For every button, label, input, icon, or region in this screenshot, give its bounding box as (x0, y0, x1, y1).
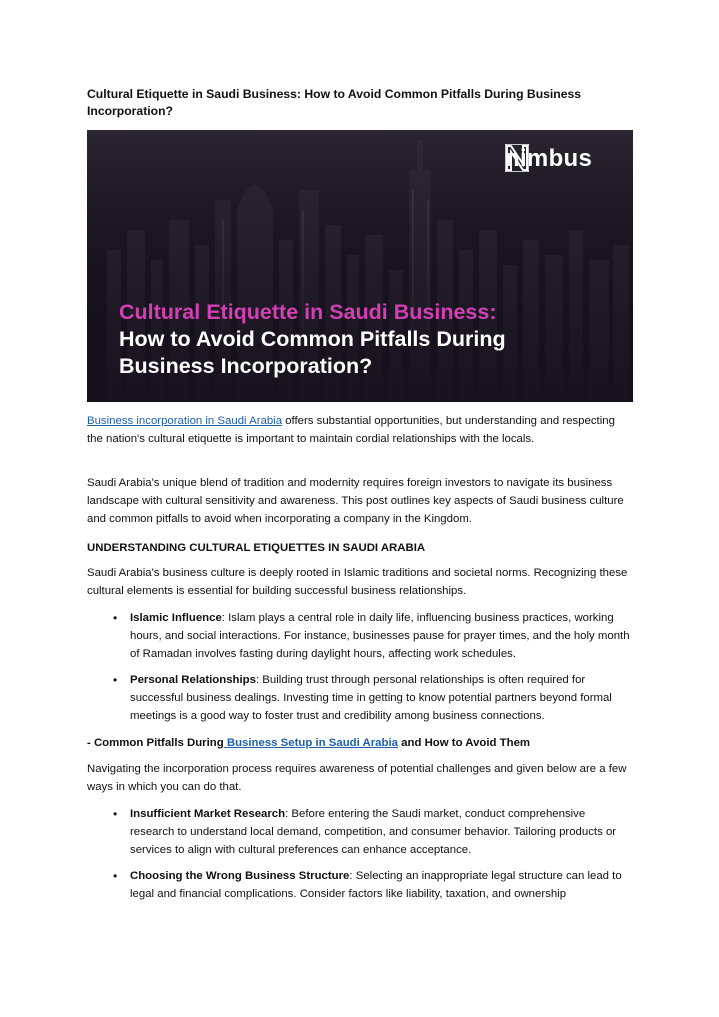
intro-paragraph (87, 412, 633, 448)
section-heading-cultural-etiquettes: UNDERSTANDING CULTURAL ETIQUETTES IN SAUDI ARABIA (87, 542, 426, 554)
bullet-text: : Before entering the Saudi market, conduct comprehensive research to understand local demand, competition, and consumer behavior. Tailoring products or services to align with cultural preferences can enhance acceptance. (130, 808, 617, 856)
list-item (130, 609, 630, 663)
bullet-term: Insufficient Market Research (130, 808, 286, 820)
list-item (130, 805, 630, 859)
list-item (130, 671, 630, 725)
heading-suffix: and How to Avoid Them (397, 737, 531, 749)
bullet-text: : Building trust through personal relationships is often required for successful business dealings. Investing time in getting to know potential partners beyond formal meetings is a good way to foster trust and credibility among business connections. (130, 674, 612, 722)
logo-wordmark: nimbus (505, 145, 593, 172)
banner-headline-line2: How to Avoid Common Pitfalls During (119, 327, 506, 351)
bullet-icon: • (113, 807, 118, 821)
banner-headline-line1: Cultural Etiquette in Saudi Business: (119, 300, 497, 324)
hero-banner-image (87, 130, 633, 402)
section2-intro: Navigating the incorporation process requires awareness of potential challenges and given below are a few ways in which you can do that. (87, 763, 627, 793)
bullet-icon: • (113, 673, 118, 687)
bullet-text: : Selecting an inappropriate legal structure can lead to legal and financial complications. Consider factors like liability, taxation, and ownership (130, 870, 622, 900)
list-item (130, 867, 630, 903)
section1-intro: Saudi Arabia's business culture is deeply rooted in Islamic traditions and societal norms. Recognizing these cultural elements is essential for building successful business relationships. (87, 567, 628, 597)
nimbus-logo (505, 144, 592, 174)
section-heading-common-pitfalls (87, 734, 633, 752)
bullet-text: : Islam plays a central role in daily life, influencing business practices, working hours, and social interactions. For instance, businesses pause for prayer times, and the holy month of Ramadan involves fasting during daylight hours, affecting work schedules. (130, 612, 630, 660)
intro-text: offers substantial opportunities, but understanding and respecting the nation's cultural etiquette is important to maintain cordial relationships with the locals. (87, 415, 615, 445)
bullet-term: Personal Relationships (130, 674, 256, 686)
document-title: Cultural Etiquette in Saudi Business: How to Avoid Common Pitfalls During Business Incorporation? (87, 87, 582, 118)
bullet-term: Choosing the Wrong Business Structure (130, 870, 350, 882)
business-setup-link[interactable]: Business Setup in Saudi Arabia (223, 737, 398, 749)
business-incorporation-link[interactable]: Business incorporation in Saudi Arabia (87, 415, 283, 427)
heading-prefix: - Common Pitfalls During (87, 737, 224, 749)
bullet-icon: • (113, 869, 118, 883)
nimbus-n-icon (505, 144, 529, 172)
bullet-term: Islamic Influence (130, 612, 222, 624)
body-paragraph: Saudi Arabia's unique blend of tradition and modernity requires foreign investors to navigate its business landscape with cultural sensitivity and awareness. This post outlines key aspects of Saudi business culture and common pitfalls to avoid when incorporating a company in the Kingdom. (87, 477, 624, 525)
banner-headline-line3: Business Incorporation? (119, 354, 373, 378)
bullet-icon: • (113, 611, 118, 625)
